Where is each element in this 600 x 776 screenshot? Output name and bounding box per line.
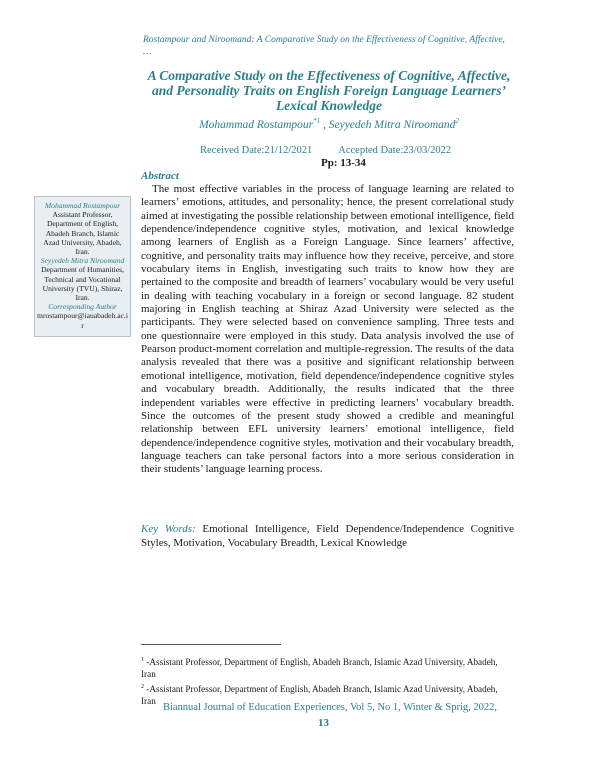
- author-1-mark: *1: [313, 117, 321, 125]
- footnote-2-mark: 2: [141, 684, 144, 691]
- sidebar-author-1-name: Mohammad Rostampour: [44, 201, 121, 210]
- paper-title: A Comparative Study on the Effectiveness of Cognitive, Affective, and Personality Traits on English Foreign Language Learners’ Lexical Knowledge: [147, 68, 511, 113]
- keywords-label: Key Words:: [141, 523, 196, 535]
- received-date: Received Date:21/12/2021: [200, 145, 313, 156]
- page-number: 13: [318, 717, 329, 729]
- corresponding-author-label: Corresponding Author: [48, 302, 117, 312]
- submission-dates: [200, 145, 451, 156]
- journal-citation: Biannual Journal of Education Experiences, Vol 5, No 1, Winter & Sprig, 2022,: [162, 702, 498, 713]
- accepted-date: Accepted Date:23/03/2022: [338, 145, 452, 156]
- sidebar-author-2-affiliation: Department of Humanities, Technical and Vocational University (TVU), Shiraz, Iran.: [41, 265, 124, 303]
- sidebar-author-2-name: Seyyedeh Mitra Niroomand: [40, 256, 125, 266]
- abstract-heading: Abstract: [141, 170, 179, 182]
- author-2-name: Seyyedeh Mitra Niroomand: [328, 118, 456, 131]
- footnote-1-mark: 1: [141, 657, 144, 663]
- author-2-mark: 2: [455, 117, 459, 125]
- footnote-divider: [141, 644, 281, 645]
- sidebar-author-1-affiliation: Assistant Professor, Department of English, Abadeh Branch, Islamic Azad University, Abadeh, Iran.: [43, 210, 122, 257]
- running-head: Rostampour and Niroomand: A Comparative Study on the Effectiveness of Cognitive, Affective, …: [143, 35, 505, 57]
- author-1-name: Mohammad Rostampour: [199, 118, 314, 131]
- corresponding-email: mrostampour@iauabadeh.ac.ir: [37, 311, 128, 330]
- abstract-body: The most effective variables in the process of language learning are related to learners’ emotions, attitudes, and personality; hence, the present correlational study aimed at investigating the possible relationship between emotional intelligence, field dependence/independence cognitive styles, motivation, and lexical knowledge among learners of English as a Foreign Language. Since learners’ affective, cognitive, and personality traits may influence how they receive, perceive, and store vocabulary items in English, investigating such traits to know how they are pertained to the composite and breadth of learners’ vocabulary would be very useful in dealing with teaching vocabulary in a foreign or second language. 82 student majoring in English teaching at Shiraz Azad University were selected as the participants. They were selected based on convenience sampling. Three tests and one questionnaire were employed in this study. Data analysis involved the use of Pearson product-moment correlation and multiple-regression. The results of the data analysis revealed that there was a positive and significant relationship between emotional intelligence, motivation, field dependence/independence cognitive styles and vocabulary breadth. Additionally, the results indicated that the three independent variables were effective in predicting learners’ vocabulary breadth. Since the outcomes of the present study showed a credible and meaningful relationship between EFL university learners’ emotional intelligence, field dependence/independence cognitive styles, motivation and their vocabulary breadth, language teachers can take personal factors into a more serious consideration in their students’ language learning process.: [141, 183, 514, 476]
- author-info-box: [34, 196, 131, 337]
- page-range: Pp: 13-34: [321, 157, 366, 169]
- footnotes: [141, 654, 514, 708]
- author-separator: ,: [320, 118, 329, 131]
- footnote-2-text: -Assistant Professor, Department of English, Abadeh Branch, Islamic Azad University, Abadeh, Iran: [141, 684, 498, 707]
- author-line: [138, 117, 520, 131]
- footnote-1-text: -Assistant Professor, Department of English, Abadeh Branch, Islamic Azad University, Abadeh, Iran: [141, 657, 498, 680]
- footnote-1: [141, 654, 514, 680]
- keywords: [141, 522, 514, 550]
- keywords-text: Emotional Intelligence, Field Dependence/Independence Cognitive Styles, Motivation, Vocabulary Breadth, Lexical Knowledge: [141, 523, 514, 549]
